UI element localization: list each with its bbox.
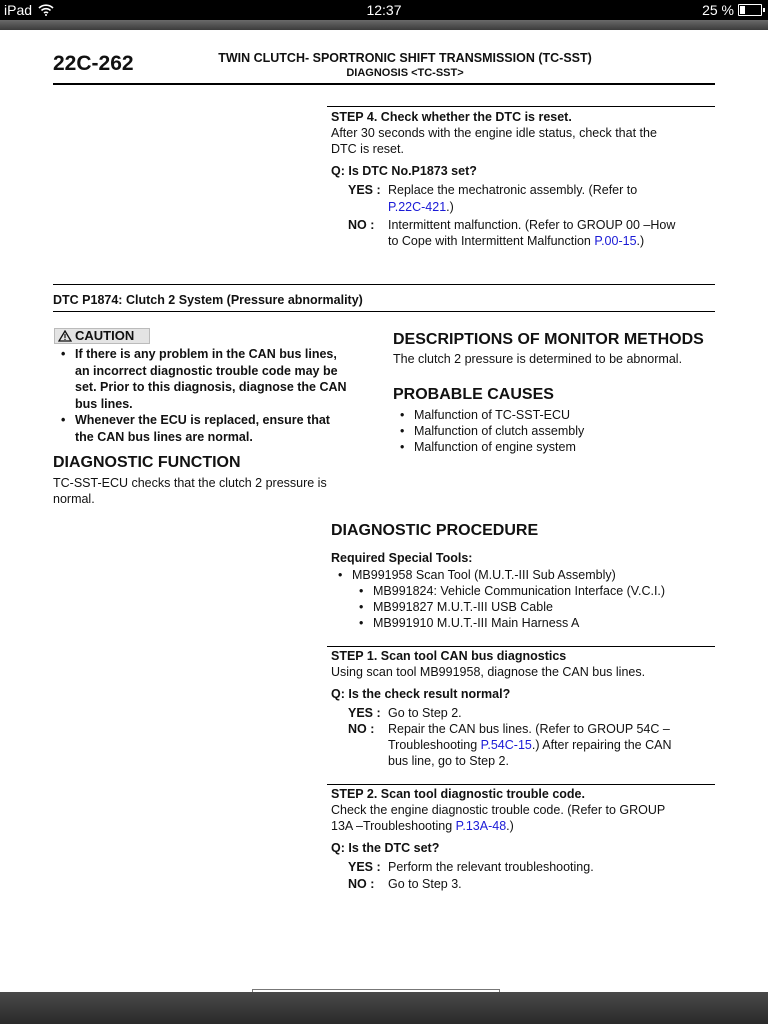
- step1-title: STEP 1. Scan tool CAN bus diagnostics: [331, 649, 567, 663]
- header-rule: [53, 83, 715, 85]
- step1-yes-text: Go to Step 2.: [388, 706, 462, 720]
- clock: 12:37: [366, 2, 402, 18]
- caution-item-line: the CAN bus lines are normal.: [75, 429, 253, 444]
- probable-cause-item: • Malfunction of clutch assembly: [414, 423, 584, 439]
- procedure-heading: DIAGNOSTIC PROCEDURE: [331, 522, 539, 539]
- tool-sub-item: • MB991827 M.U.T.-III USB Cable: [373, 599, 553, 615]
- step4-no-line1: Intermittent malfunction. (Refer to GROUP 00 –How: [388, 218, 676, 232]
- divider: [327, 646, 715, 647]
- step4-no-line2: to Cope with Intermittent Malfunction: [388, 234, 595, 248]
- punct: .): [446, 200, 454, 214]
- punct: .): [506, 819, 514, 833]
- link-p13a-48[interactable]: P.13A-48: [455, 819, 507, 833]
- caution-label: CAUTION: [75, 328, 135, 343]
- step4-question: Q: Is DTC No.P1873 set?: [331, 164, 477, 178]
- caution-badge: [54, 328, 150, 344]
- step4-yes-label: YES :: [348, 183, 381, 197]
- tool-main: • MB991958 Scan Tool (M.U.T.-III Sub Assembly): [352, 567, 616, 583]
- step1-no-line1: Repair the CAN bus lines. (Refer to GROUP 54C –: [388, 722, 670, 736]
- step1-no-line3: bus line, go to Step 2.: [388, 754, 509, 768]
- diagnostic-function-line2: normal.: [53, 492, 95, 506]
- document-page[interactable]: [0, 30, 768, 992]
- page-number: 22C-262: [53, 52, 134, 75]
- caution-item-line: bus lines.: [75, 396, 133, 411]
- step2-yes-label: YES :: [348, 860, 381, 874]
- probable-causes-heading: PROBABLE CAUSES: [393, 386, 554, 403]
- divider: [53, 284, 715, 285]
- device-label: iPad: [4, 2, 33, 18]
- caution-item-line: set. Prior to this diagnosis, diagnose the CAN: [75, 380, 347, 394]
- step4-title: STEP 4. Check whether the DTC is reset.: [331, 110, 572, 124]
- step2-title: STEP 2. Scan tool diagnostic trouble code.: [331, 787, 585, 801]
- step4-body-line2: DTC is reset.: [331, 142, 404, 156]
- monitor-methods-heading: DESCRIPTIONS OF MONITOR METHODS: [393, 331, 704, 348]
- step2-no-text: Go to Step 3.: [388, 877, 462, 891]
- tool-sub-item: • MB991824: Vehicle Communication Interface (V.C.I.): [373, 583, 665, 599]
- caution-item-line: • If there is any problem in the CAN bus lines,: [75, 346, 337, 362]
- tools-label: Required Special Tools:: [331, 551, 473, 565]
- step1-question: Q: Is the check result normal?: [331, 687, 511, 701]
- link-p22c-421[interactable]: P.22C-421: [388, 200, 447, 214]
- link-p00-15[interactable]: P.00-15: [594, 234, 637, 248]
- step2-question: Q: Is the DTC set?: [331, 841, 440, 855]
- battery-fill: [740, 6, 745, 14]
- step2-body-line2: 13A –Troubleshooting: [331, 819, 456, 833]
- dtc-title: DTC P1874: Clutch 2 System (Pressure abnormality): [53, 293, 363, 307]
- probable-cause-item: • Malfunction of engine system: [414, 439, 576, 455]
- probable-cause-item: • Malfunction of TC-SST-ECU: [414, 407, 570, 423]
- step4-no-label: NO :: [348, 218, 375, 232]
- battery-icon: [738, 4, 762, 16]
- step1-yes-label: YES :: [348, 706, 381, 720]
- step2-body-line1: Check the engine diagnostic trouble code. (Refer to GROUP: [331, 803, 666, 817]
- step1-no-line2: Troubleshooting: [388, 738, 481, 752]
- punct: .): [636, 234, 645, 248]
- bottom-toolbar-strip: [0, 992, 768, 1024]
- divider: [53, 311, 715, 312]
- step4-yes-text: Replace the mechatronic assembly. (Refer to: [388, 183, 638, 197]
- divider: [327, 784, 715, 785]
- status-bar: [0, 0, 768, 20]
- page-subtitle: DIAGNOSIS <TC-SST>: [346, 67, 464, 79]
- warning-icon: [58, 330, 72, 342]
- monitor-methods-text: The clutch 2 pressure is determined to be abnormal.: [393, 352, 683, 366]
- page-title: TWIN CLUTCH- SPORTRONIC SHIFT TRANSMISSION (TC-SST): [218, 51, 592, 65]
- step1-no-line2-post: .) After repairing the CAN: [531, 738, 672, 752]
- battery-percent: 25 %: [702, 2, 734, 18]
- step2-no-label: NO :: [348, 877, 375, 891]
- step1-no-label: NO :: [348, 722, 375, 736]
- diagnostic-function-heading: DIAGNOSTIC FUNCTION: [53, 454, 241, 471]
- step2-yes-text: Perform the relevant troubleshooting.: [388, 860, 594, 874]
- diagnostic-function-line1: TC-SST-ECU checks that the clutch 2 pressure is: [53, 476, 327, 490]
- caution-item-line: an incorrect diagnostic trouble code may be: [75, 363, 338, 378]
- caution-item-line: • Whenever the ECU is replaced, ensure that: [75, 412, 330, 428]
- divider: [327, 106, 715, 107]
- toolbar-strip: [0, 20, 768, 30]
- step1-body: Using scan tool MB991958, diagnose the CAN bus lines.: [331, 665, 646, 679]
- link-p54c-15[interactable]: P.54C-15: [480, 738, 532, 752]
- tool-sub-item: • MB991910 M.U.T.-III Main Harness A: [373, 615, 579, 631]
- step4-body-line1: After 30 seconds with the engine idle status, check that the: [331, 126, 657, 140]
